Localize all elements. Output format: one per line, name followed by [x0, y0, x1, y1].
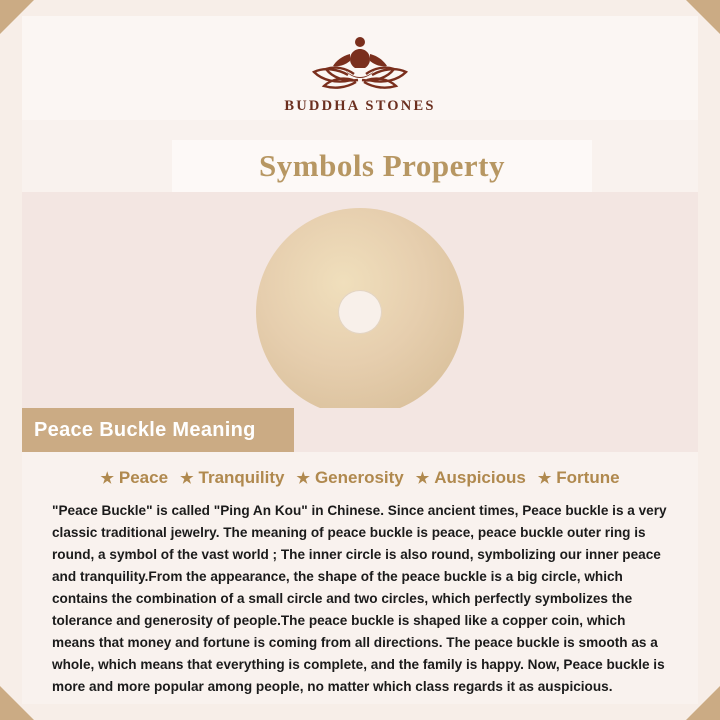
- brand-name: BUDDHA STONES: [284, 98, 436, 114]
- keyword-item: [100, 468, 168, 488]
- keyword-label: Fortune: [556, 468, 620, 487]
- keyword-item: [180, 468, 284, 488]
- hero-image-area: [22, 192, 698, 408]
- brand-logo: [22, 30, 698, 115]
- keyword-list: [22, 468, 698, 488]
- star-icon: ★: [537, 469, 552, 487]
- peace-buckle-disc: [256, 208, 464, 416]
- keyword-item: [296, 468, 403, 488]
- lotus-meditation-icon: [290, 30, 430, 96]
- keyword-label: Generosity: [314, 468, 404, 487]
- keyword-label: Peace: [118, 468, 169, 487]
- description-text: "Peace Buckle" is called "Ping An Kou" in Chinese. Since ancient times, Peace buckle is a very classic traditional jewelry. The meaning of peace buckle is peace, peace buckle outer ring is round, a symbol of the vast world ; The inner circle is also round, symbolizing our inner peace and tranquility.From the appearance, the shape of the peace buckle is a big circle, which contains the combination of a small circle and two circles, which perfectly symbolizes the tolerance and generosity of people.The peace buckle is shaped like a copper coin, which means that money and fortune is coming from all directions. The peace buckle is smooth as a whole, which means that everything is complete, and the family is happy. Now, Peace buckle is more and more popular among people, no matter which class regards it as auspicious.: [52, 503, 667, 695]
- star-icon: ★: [415, 469, 430, 487]
- keyword-item: [538, 468, 620, 488]
- peace-buckle-hole: [338, 290, 382, 334]
- star-icon: ★: [180, 469, 194, 487]
- keyword-label: Tranquility: [198, 468, 285, 487]
- section-label: Peace Buckle Meaning: [34, 418, 256, 441]
- keyword-label: Auspicious: [434, 468, 526, 487]
- page-title-text: Symbols Property: [259, 148, 505, 183]
- page-title: [172, 140, 592, 192]
- section-ribbon: [22, 408, 294, 452]
- content-panel: [22, 16, 698, 704]
- section-ribbon-area: [22, 408, 698, 452]
- star-icon: ★: [100, 469, 114, 487]
- keyword-item: [416, 468, 526, 488]
- star-icon: ★: [296, 469, 310, 487]
